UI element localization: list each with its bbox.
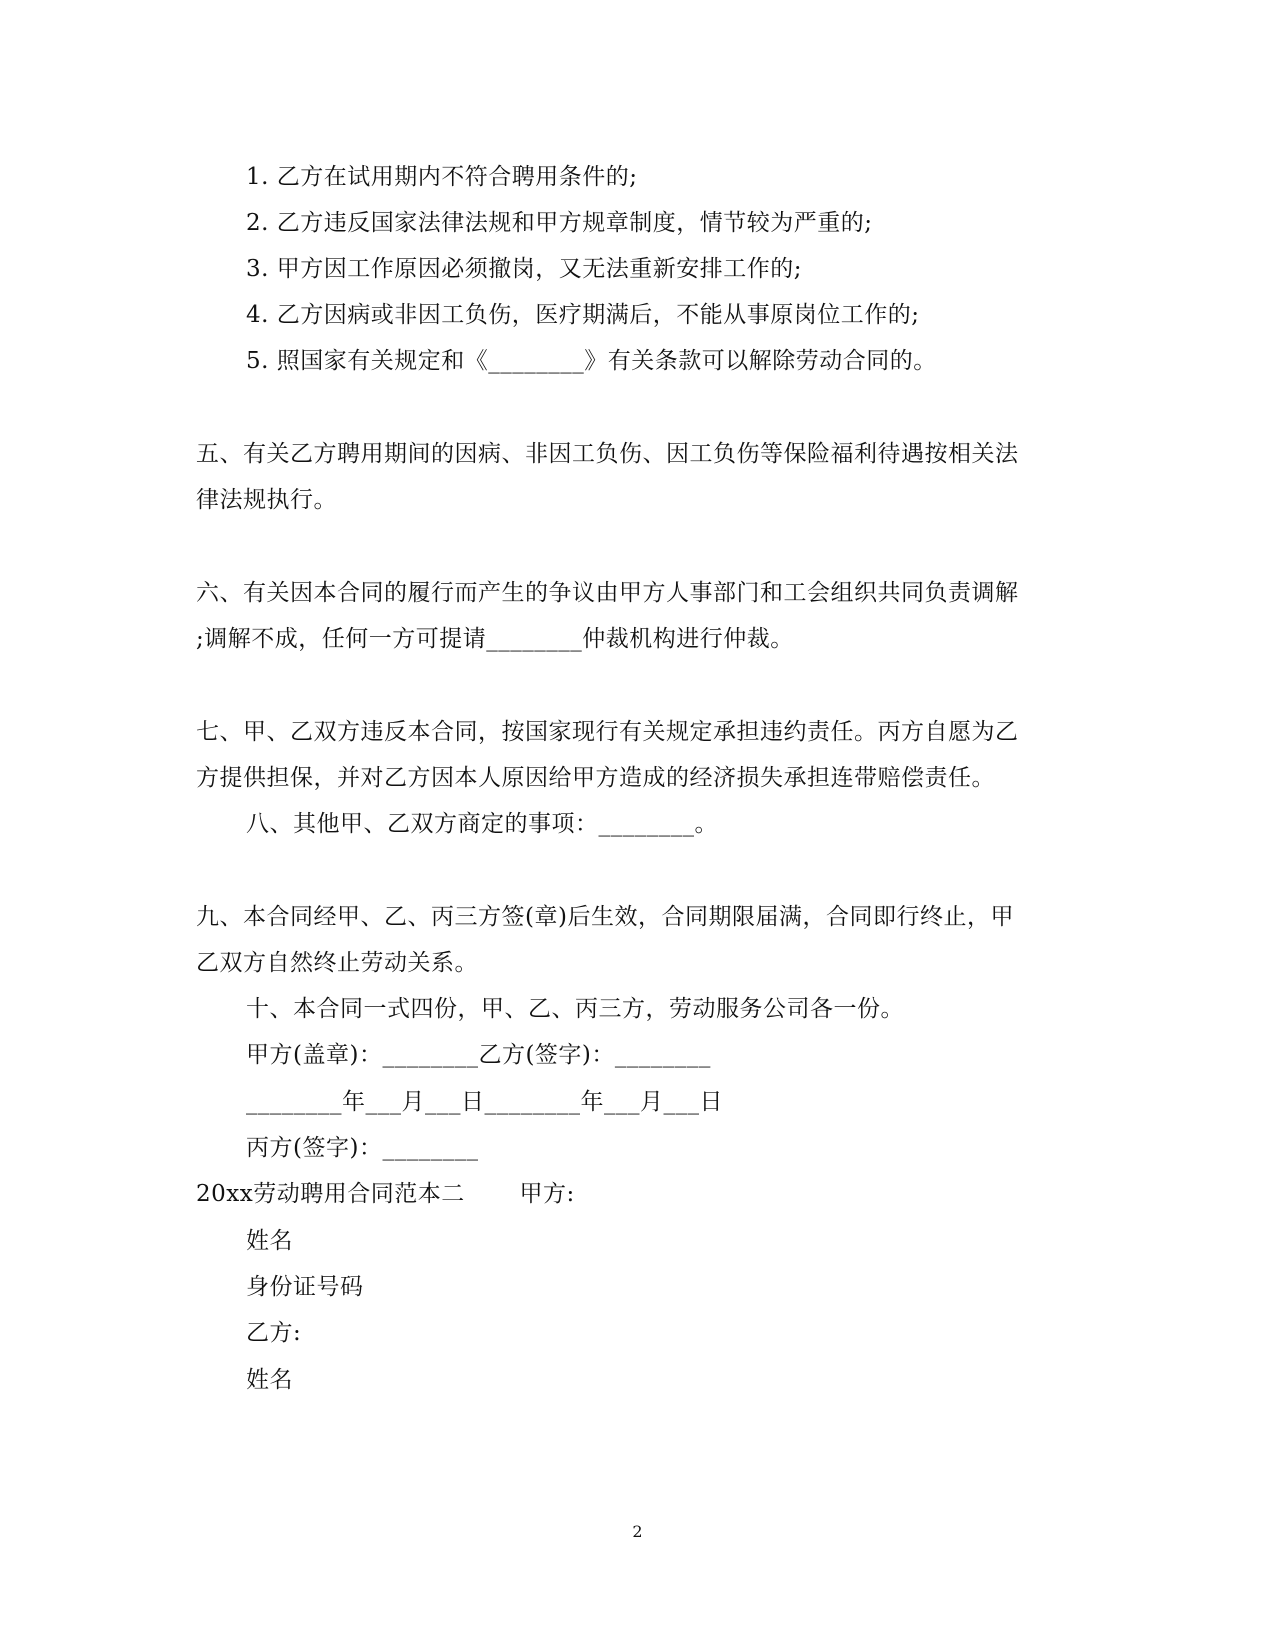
clause-5-line-2: 律法规执行。 — [196, 487, 337, 513]
date-line: ________年___月___日________年___月___日 — [246, 1089, 723, 1115]
clause-8: 八、其他甲、乙双方商定的事项：________。 — [246, 811, 718, 837]
party-a-name-field: 姓名 — [246, 1228, 293, 1254]
clause-4-item-5: 5. 照国家有关规定和《________》有关条款可以解除劳动合同的。 — [246, 348, 937, 374]
clause-6-line-2: ;调解不成，任何一方可提请________仲裁机构进行仲裁。 — [196, 626, 794, 652]
clause-9-line-2: 乙双方自然终止劳动关系。 — [196, 950, 478, 976]
party-b-name-field: 姓名 — [246, 1367, 293, 1393]
template-two-heading: 20xx劳动聘用合同范本二 甲方: — [196, 1181, 575, 1207]
clause-4-item-1: 1. 乙方在试用期内不符合聘用条件的; — [246, 164, 638, 190]
clause-4-item-4: 4. 乙方因病或非因工负伤，医疗期满后，不能从事原岗位工作的; — [246, 302, 920, 328]
party-b-label: 乙方: — [246, 1320, 302, 1346]
clause-7-line-2: 方提供担保，并对乙方因本人原因给甲方造成的经济损失承担连带赔偿责任。 — [196, 765, 995, 791]
party-a-id-field: 身份证号码 — [246, 1274, 364, 1300]
clause-4-item-2: 2. 乙方违反国家法律法规和甲方规章制度，情节较为严重的; — [246, 210, 873, 236]
clause-7-line-1: 七、甲、乙双方违反本合同，按国家现行有关规定承担违约责任。丙方自愿为乙 — [196, 719, 1019, 745]
clause-5-line-1: 五、有关乙方聘用期间的因病、非因工负伤、因工负伤等保险福利待遇按相关法 — [196, 441, 1019, 467]
clause-9-line-1: 九、本合同经甲、乙、丙三方签(章)后生效，合同期限届满，合同即行终止，甲 — [196, 904, 1014, 930]
clause-4-item-3: 3. 甲方因工作原因必须撤岗，又无法重新安排工作的; — [246, 256, 803, 282]
clause-6-line-1: 六、有关因本合同的履行而产生的争议由甲方人事部门和工会组织共同负责调解 — [196, 580, 1019, 606]
signature-line-party-c: 丙方(签字)：________ — [246, 1135, 479, 1161]
page-number: 2 — [632, 1522, 643, 1541]
clause-10: 十、本合同一式四份，甲、乙、丙三方，劳动服务公司各一份。 — [246, 996, 904, 1022]
signature-line-party-a-b: 甲方(盖章)：________乙方(签字)：________ — [246, 1042, 711, 1068]
